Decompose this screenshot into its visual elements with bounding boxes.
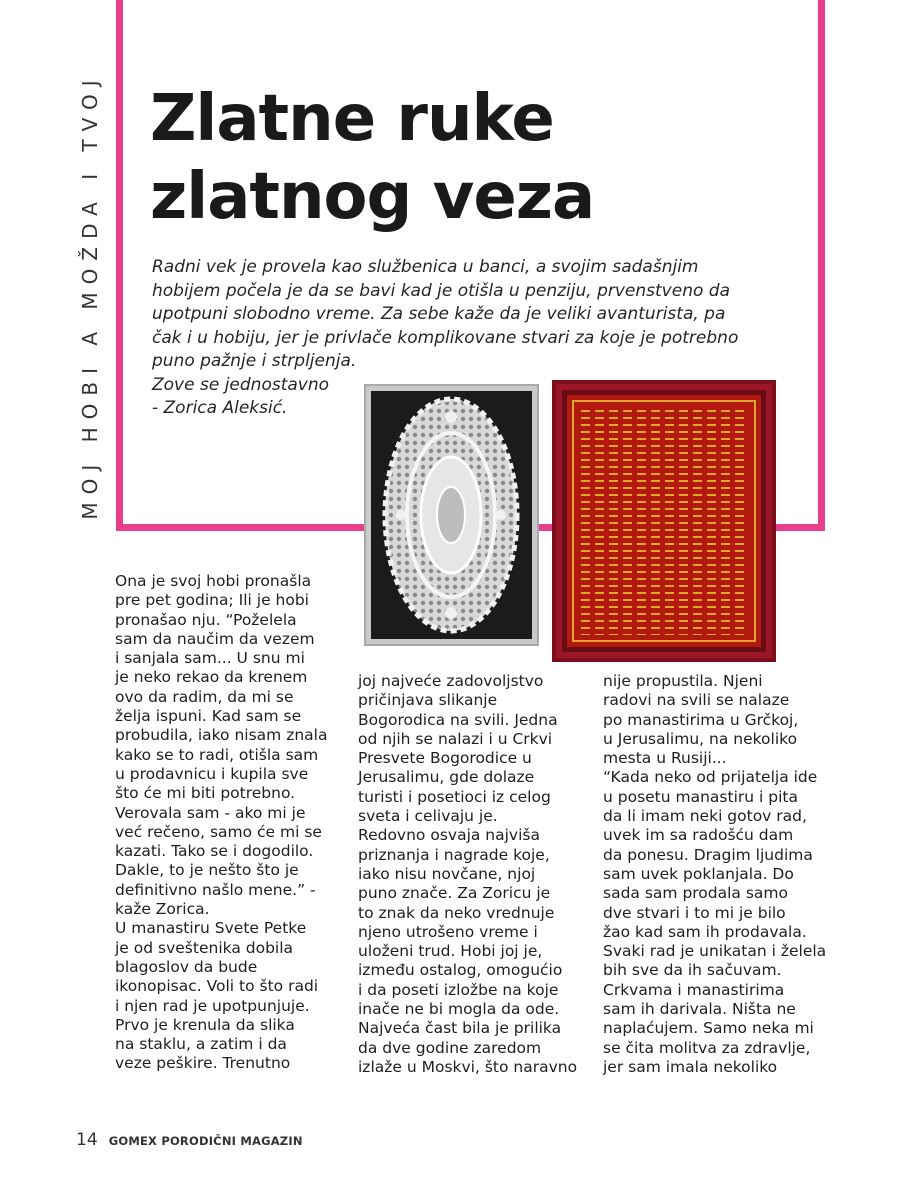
column-line: Prvo je krenula da slika: [115, 1015, 295, 1034]
column-line: to znak da neko vrednuje: [358, 903, 555, 922]
column-line: “Kada neko od prijatelja ide: [603, 768, 818, 787]
title-line: Zlatne ruke: [150, 82, 554, 156]
magazine-name: GOMEX PORODIČNI MAGAZIN: [108, 1134, 303, 1148]
page-footer: [76, 1130, 303, 1150]
column-line: ovo da radim, da mi se: [115, 687, 294, 706]
column-line: joj najveće zadovoljstvo: [358, 672, 544, 690]
column-line: Bogorodica na svili. Jedna: [358, 710, 558, 729]
column-line: Verovala sam - ako mi je: [115, 803, 306, 822]
article-column-2: [358, 672, 598, 1077]
column-line: da dve godine zaredom: [358, 1038, 542, 1057]
lace-embroidery-photo: [364, 384, 539, 646]
column-line: Najveća čast bila je prilika: [358, 1019, 562, 1038]
column-line: je neko rekao da krenem: [115, 668, 308, 687]
column-line: sada sam prodala samo: [603, 884, 789, 903]
column-line: priznanja i nagrade koje,: [358, 845, 550, 864]
column-line: sam ih darivala. Ništa ne: [603, 1000, 796, 1019]
silk-icon-illustration: [552, 380, 776, 662]
lace-oval-illustration: [371, 391, 532, 639]
column-line: radovi na svili se nalaze: [603, 691, 790, 710]
column-line: Presvete Bogorodice u: [358, 749, 532, 768]
column-line: pričinjava slikanje: [358, 691, 498, 710]
column-line: Redovno osvaja najviša: [358, 826, 540, 845]
column-line: kaže Zorica.: [115, 900, 210, 919]
lead-line: Zove se jednostavno: [152, 374, 330, 395]
column-line: iako nisu novčane, njoj: [358, 864, 536, 883]
title-line: zlatnog veza: [150, 160, 595, 234]
column-line: definitivno našlo mene.” -: [115, 880, 316, 899]
column-line: inače ne bi mogla da ode.: [358, 1000, 560, 1019]
column-line: što će mi biti potrebno.: [115, 784, 296, 803]
column-line: želja ispuni. Kad sam se: [115, 707, 302, 726]
column-line: i njen rad je upotpunjuje.: [115, 996, 310, 1015]
pink-frame-right: [818, 0, 825, 531]
lead-line: upotpuni slobodno vreme. Za sebe kaže da je veliki avanturista, pa: [152, 304, 726, 324]
column-line: sam uvek poklanjala. Do: [603, 864, 794, 883]
column-line: uvek im sa radošću dam: [603, 826, 794, 845]
page-number: 14: [76, 1130, 98, 1150]
lead-line: čak i u hobiju, jer je privlače komplikovane stvari za koje je potrebno: [152, 327, 739, 348]
column-line: bih sve da ih sačuvam.: [603, 961, 782, 980]
column-line: naplaćujem. Samo neka mi: [603, 1019, 814, 1038]
column-line: se čita molitva za zdravlje,: [603, 1038, 811, 1057]
column-line: turisti i posetioci iz celog: [358, 787, 551, 806]
column-line: Ona je svoj hobi pronašla: [115, 572, 312, 590]
column-line: pronašao nju. “Poželela: [115, 610, 297, 629]
pink-frame-left: [116, 0, 123, 531]
column-line: puno znače. Za Zoricu je: [358, 884, 551, 903]
column-line: da li imam neki gotov rad,: [603, 807, 807, 826]
column-line: ikonopisac. Voli to što radi: [115, 977, 319, 996]
column-line: dve stvari i to mi je bilo: [603, 903, 786, 922]
column-line: jer sam imala nekoliko: [603, 1057, 778, 1076]
column-line: je od sveštenika dobila: [115, 938, 294, 957]
column-line: uloženi trud. Hobi joj je,: [358, 942, 543, 961]
column-line: Jerusalimu, gde dolaze: [358, 768, 535, 787]
lead-line: hobijem počela je da se bavi kad je otišla u penziju, prvenstveno da: [152, 280, 730, 301]
column-line: i sanjala sam... U snu mi: [115, 649, 305, 668]
column-line: između ostalog, omogućio: [358, 961, 563, 980]
column-line: Svaki rad je unikatan i želela: [603, 942, 827, 961]
column-line: u Jerusalimu, na nekoliko: [603, 729, 798, 748]
column-line: i da poseti izložbe na koje: [358, 980, 559, 999]
article-column-1: [115, 572, 355, 1074]
lead-line: - Zorica Aleksić.: [152, 398, 288, 418]
column-line: po manastirima u Grčkoj,: [603, 710, 799, 729]
column-line: Crkvama i manastirima: [603, 980, 785, 999]
column-line: U manastiru Svete Petke: [115, 919, 307, 938]
column-line: u posetu manastiru i pita: [603, 787, 798, 806]
column-line: njeno utrošeno vreme i: [358, 922, 538, 941]
column-line: nije propustila. Njeni: [603, 672, 763, 690]
column-line: probudila, iako nisam znala: [115, 726, 328, 745]
column-line: žao kad sam ih prodavala.: [603, 922, 807, 941]
lead-line: Radni vek je provela kao službenica u banci, a svojim sadašnjim: [152, 257, 699, 277]
column-line: blagoslov da bude: [115, 957, 258, 976]
column-line: u prodavnicu i kupila sve: [115, 764, 309, 783]
column-line: veze peškire. Trenutno: [115, 1054, 291, 1073]
column-line: kako se to radi, otišla sam: [115, 745, 319, 764]
column-line: Dakle, to je nešto što je: [115, 861, 299, 880]
article-column-3: [603, 672, 843, 1077]
gold-embroidered-icon-photo: [552, 380, 776, 662]
column-line: kazati. Tako se i dogodilo.: [115, 842, 314, 861]
article-title: [150, 80, 810, 236]
column-line: mesta u Rusiji...: [603, 749, 727, 768]
column-line: od njih se nalazi i u Crkvi: [358, 729, 553, 748]
section-label: MOJ HOBI A MOŽDA I TVOJ: [78, 72, 102, 520]
column-line: sveta i celivaju je.: [358, 807, 498, 826]
column-line: već rečeno, samo će mi se: [115, 822, 322, 841]
column-line: pre pet godina; Ili je hobi: [115, 591, 309, 610]
column-line: sam da naučim da vezem: [115, 629, 315, 648]
column-line: izlaže u Moskvi, što naravno: [358, 1057, 578, 1076]
column-line: da ponesu. Dragim ljudima: [603, 845, 813, 864]
lead-line: puno pažnje i strpljenja.: [152, 351, 357, 371]
column-line: na staklu, a zatim i da: [115, 1035, 287, 1054]
